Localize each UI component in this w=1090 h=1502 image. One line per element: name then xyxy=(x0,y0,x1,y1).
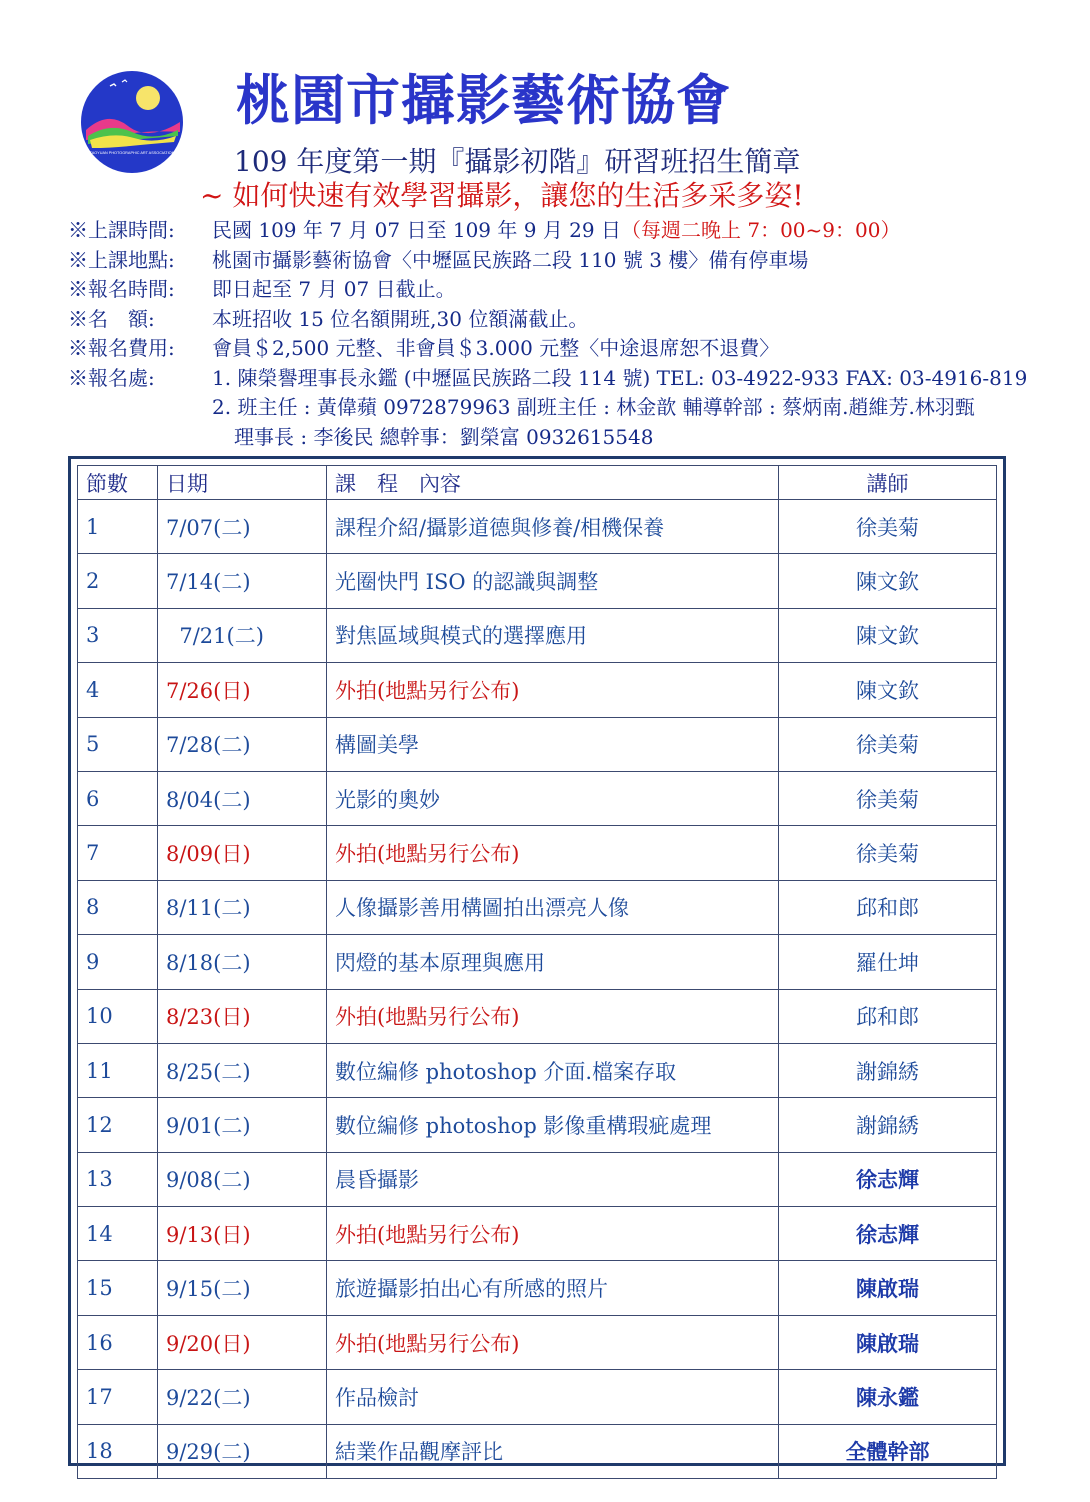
table-row xyxy=(78,1043,997,1097)
info-label: ※報名費用: xyxy=(68,336,175,360)
session-teacher: 徐志輝 xyxy=(779,1152,997,1206)
info-value: 會員＄2,500 元整、非會員＄3.000 元整〈中途退席恕不退費〉 xyxy=(212,336,780,360)
info-label: ※上課地點: xyxy=(68,247,175,272)
table-row xyxy=(78,1261,997,1315)
session-content: 光圈快門 ISO 的認識與調整 xyxy=(327,554,779,608)
table-row xyxy=(78,935,997,989)
info-value: 1. 陳榮譽理事長永鑑 (中壢區民族路二段 114 號) TEL: 03-4922-933 FAX: 03-4916-819 xyxy=(212,365,1028,390)
session-date: 9/13(日) xyxy=(158,1207,327,1261)
table-row xyxy=(78,1207,997,1261)
session-date: 8/18(二) xyxy=(158,935,327,989)
header-content: 課 程 內容 xyxy=(327,466,779,500)
session-teacher: 全體幹部 xyxy=(779,1424,997,1478)
class-period: 民國 109 年 7 月 07 日至 109 年 9 月 29 日 xyxy=(212,218,621,242)
session-teacher: 陳永鑑 xyxy=(779,1370,997,1424)
header-date: 日期 xyxy=(158,466,327,500)
schedule-body xyxy=(78,500,997,1479)
session-content: 對焦區域與模式的選擇應用 xyxy=(327,608,779,662)
sub-title: 109 年度第一期『攝影初階』研習班招生簡章 xyxy=(234,145,801,178)
info-label: ※報名時間: xyxy=(68,277,175,301)
session-number: 2 xyxy=(78,554,158,608)
header-teacher: 講師 xyxy=(779,466,997,500)
session-number: 12 xyxy=(78,1098,158,1152)
table-row xyxy=(78,880,997,934)
table-row xyxy=(78,1152,997,1206)
session-teacher: 邱和郎 xyxy=(779,880,997,934)
session-number: 15 xyxy=(78,1261,158,1315)
table-row xyxy=(78,500,997,554)
session-content: 作品檢討 xyxy=(327,1370,779,1424)
session-teacher: 陳文欽 xyxy=(779,663,997,717)
table-row xyxy=(78,1370,997,1424)
session-date: 7/07(二) xyxy=(158,500,327,554)
chair-line: 理事長 : 李後民 總幹事：劉榮富 0932615548 xyxy=(234,424,654,449)
info-value: 即日起至 7 月 07 日截止。 xyxy=(212,277,456,301)
org-title: 桃園市攝影藝術協會 xyxy=(236,69,731,132)
info-label: ※上課時間: xyxy=(68,218,175,242)
session-teacher: 謝錦綉 xyxy=(779,1098,997,1152)
session-content: 課程介紹/攝影道德與修養/相機保養 xyxy=(327,500,779,554)
session-teacher: 羅仕坤 xyxy=(779,935,997,989)
session-content: 光影的奧妙 xyxy=(327,771,779,825)
session-content: 結業作品觀摩評比 xyxy=(327,1424,779,1478)
info-value: 本班招收 15 位名額開班,30 位額滿截止。 xyxy=(212,306,589,331)
session-content: 構圖美學 xyxy=(327,717,779,771)
session-number: 4 xyxy=(78,663,158,717)
session-teacher: 徐美菊 xyxy=(779,826,997,880)
info-label: ※名 額: xyxy=(68,306,155,331)
table-header-row xyxy=(78,466,997,500)
session-date: 9/29(二) xyxy=(158,1424,327,1478)
session-number: 10 xyxy=(78,989,158,1043)
session-teacher: 陳文欽 xyxy=(779,608,997,662)
session-content: 外拍(地點另行公布) xyxy=(327,826,779,880)
table-row xyxy=(78,717,997,771)
association-logo xyxy=(80,70,184,174)
session-content: 人像攝影善用構圖拍出漂亮人像 xyxy=(327,880,779,934)
session-date: 9/08(二) xyxy=(158,1152,327,1206)
session-content: 外拍(地點另行公布) xyxy=(327,1207,779,1261)
session-content: 外拍(地點另行公布) xyxy=(327,1315,779,1369)
info-value xyxy=(212,216,1028,246)
session-teacher: 徐美菊 xyxy=(779,771,997,825)
session-date: 9/22(二) xyxy=(158,1370,327,1424)
registration-info xyxy=(68,216,1028,452)
session-teacher: 邱和郎 xyxy=(779,989,997,1043)
session-number: 1 xyxy=(78,500,158,554)
session-content: 數位編修 photoshop 影像重構瑕疵處理 xyxy=(327,1098,779,1152)
session-number: 17 xyxy=(78,1370,158,1424)
session-date: 8/25(二) xyxy=(158,1043,327,1097)
session-date: 9/20(日) xyxy=(158,1315,327,1369)
session-date: 9/01(二) xyxy=(158,1098,327,1152)
session-number: 7 xyxy=(78,826,158,880)
session-teacher: 徐志輝 xyxy=(779,1207,997,1261)
table-row xyxy=(78,771,997,825)
table-row xyxy=(78,1315,997,1369)
info-row-fee xyxy=(68,334,1028,364)
info-label: ※報名處: xyxy=(68,365,155,390)
session-teacher: 陳啟瑞 xyxy=(779,1315,997,1369)
staff-line: 2. 班主任 : 黃偉蘋 0972879963 副班主任 : 林金歆 輔導幹部 : 蔡炳南.趙維芳.林羽甄 xyxy=(212,395,975,419)
table-row xyxy=(78,663,997,717)
session-teacher: 陳啟瑞 xyxy=(779,1261,997,1315)
table-row xyxy=(78,554,997,608)
schedule-table-frame xyxy=(68,456,1006,1466)
table-row xyxy=(78,989,997,1043)
session-date: 8/11(二) xyxy=(158,880,327,934)
session-date: 8/04(二) xyxy=(158,771,327,825)
session-number: 13 xyxy=(78,1152,158,1206)
session-content: 數位編修 photoshop 介面.檔案存取 xyxy=(327,1043,779,1097)
session-date: 7/14(二) xyxy=(158,554,327,608)
session-number: 18 xyxy=(78,1424,158,1478)
session-date: 8/09(日) xyxy=(158,826,327,880)
table-row xyxy=(78,1424,997,1478)
session-number: 6 xyxy=(78,771,158,825)
session-content: 旅遊攝影拍出心有所感的照片 xyxy=(327,1261,779,1315)
session-number: 3 xyxy=(78,608,158,662)
info-value: 桃園市攝影藝術協會〈中壢區民族路二段 110 號 3 樓〉備有停車場 xyxy=(212,247,809,272)
session-content: 閃燈的基本原理與應用 xyxy=(327,935,779,989)
table-row xyxy=(78,1098,997,1152)
session-teacher: 徐美菊 xyxy=(779,717,997,771)
header-session: 節數 xyxy=(78,466,158,500)
session-teacher: 徐美菊 xyxy=(779,500,997,554)
logo-text: TAOYUAN PHOTOGRAPHIC ART ASSOCIATION xyxy=(89,151,175,155)
info-row-quota xyxy=(68,305,1028,335)
info-row-place xyxy=(68,246,1028,276)
session-number: 11 xyxy=(78,1043,158,1097)
session-number: 5 xyxy=(78,717,158,771)
session-number: 8 xyxy=(78,880,158,934)
class-time-note: （每週二晚上 7：00~9：00） xyxy=(620,218,901,242)
session-number: 9 xyxy=(78,935,158,989)
schedule-table xyxy=(77,465,997,1479)
session-teacher: 陳文欽 xyxy=(779,554,997,608)
session-date: 8/23(日) xyxy=(158,989,327,1043)
session-date: 7/28(二) xyxy=(158,717,327,771)
info-row-reg-place xyxy=(68,364,1028,394)
session-date: 7/26(日) xyxy=(158,663,327,717)
session-content: 外拍(地點另行公布) xyxy=(327,989,779,1043)
info-row-reg-time xyxy=(68,275,1028,305)
session-teacher: 謝錦綉 xyxy=(779,1043,997,1097)
session-number: 16 xyxy=(78,1315,158,1369)
session-content: 晨昏攝影 xyxy=(327,1152,779,1206)
session-content: 外拍(地點另行公布) xyxy=(327,663,779,717)
slogan: ~ 如何快速有效學習攝影，讓您的生活多采多姿! xyxy=(200,179,804,212)
table-row xyxy=(78,826,997,880)
session-date: 9/15(二) xyxy=(158,1261,327,1315)
info-row-time xyxy=(68,216,1028,246)
table-row xyxy=(78,608,997,662)
session-number: 14 xyxy=(78,1207,158,1261)
session-date: 7/21(二) xyxy=(158,608,327,662)
